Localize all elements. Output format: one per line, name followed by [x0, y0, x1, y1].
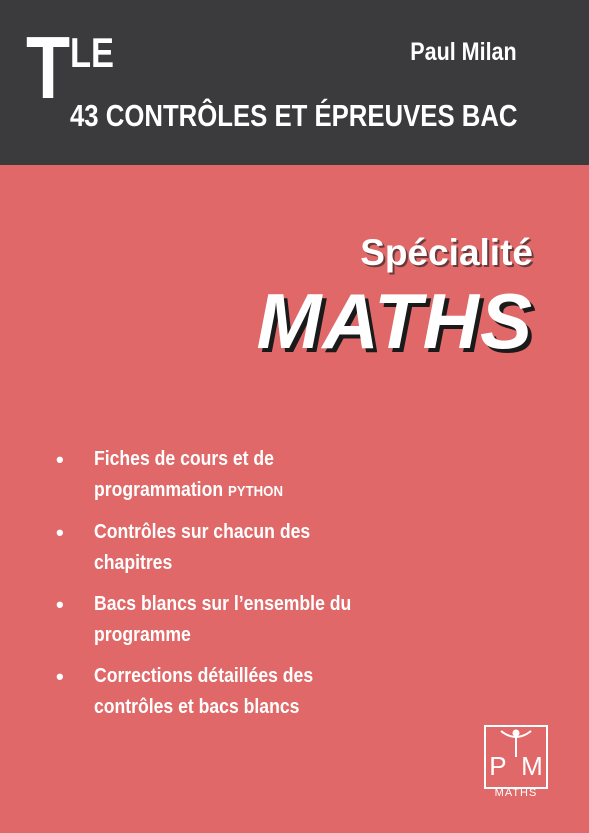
logo-letter-right: M	[521, 751, 543, 781]
feature-list	[56, 444, 416, 733]
list-item-line: chapitres	[94, 552, 173, 574]
list-item	[56, 589, 416, 651]
list-item-text: programmation	[94, 479, 224, 501]
bullet-icon: •	[56, 447, 64, 472]
list-item-line: programme	[94, 624, 191, 646]
logo-letters	[484, 753, 548, 779]
list-item-line	[94, 475, 377, 507]
list-item-line: Fiches de cours et de	[94, 448, 274, 470]
list-item-line: Corrections détaillées des	[94, 665, 314, 687]
title-maths: MATHS	[256, 277, 533, 365]
list-item	[56, 517, 416, 579]
list-item-line: Bacs blancs sur l’ensemble du	[94, 593, 352, 615]
author-name: Paul Milan	[410, 38, 517, 66]
list-item-line: Contrôles sur chacun des	[94, 521, 311, 543]
header-band	[0, 0, 589, 165]
logo-word: MATHS	[494, 787, 538, 799]
bullet-icon: •	[56, 520, 64, 545]
bullet-icon: •	[56, 592, 64, 617]
bullet-icon: •	[56, 664, 64, 689]
list-item-line: contrôles et bacs blancs	[94, 696, 300, 718]
publisher-logo	[484, 725, 548, 799]
level-letter: T	[26, 18, 69, 117]
level-suffix: LE	[70, 29, 115, 76]
list-item	[56, 661, 416, 723]
logo-letter-left: P	[489, 751, 507, 781]
book-subtitle: 43 CONTRÔLES ET ÉPREUVES BAC	[70, 98, 518, 133]
list-item	[56, 444, 416, 507]
python-tag: PYTHON	[227, 483, 283, 500]
title-specialite: Spécialité	[360, 232, 533, 273]
